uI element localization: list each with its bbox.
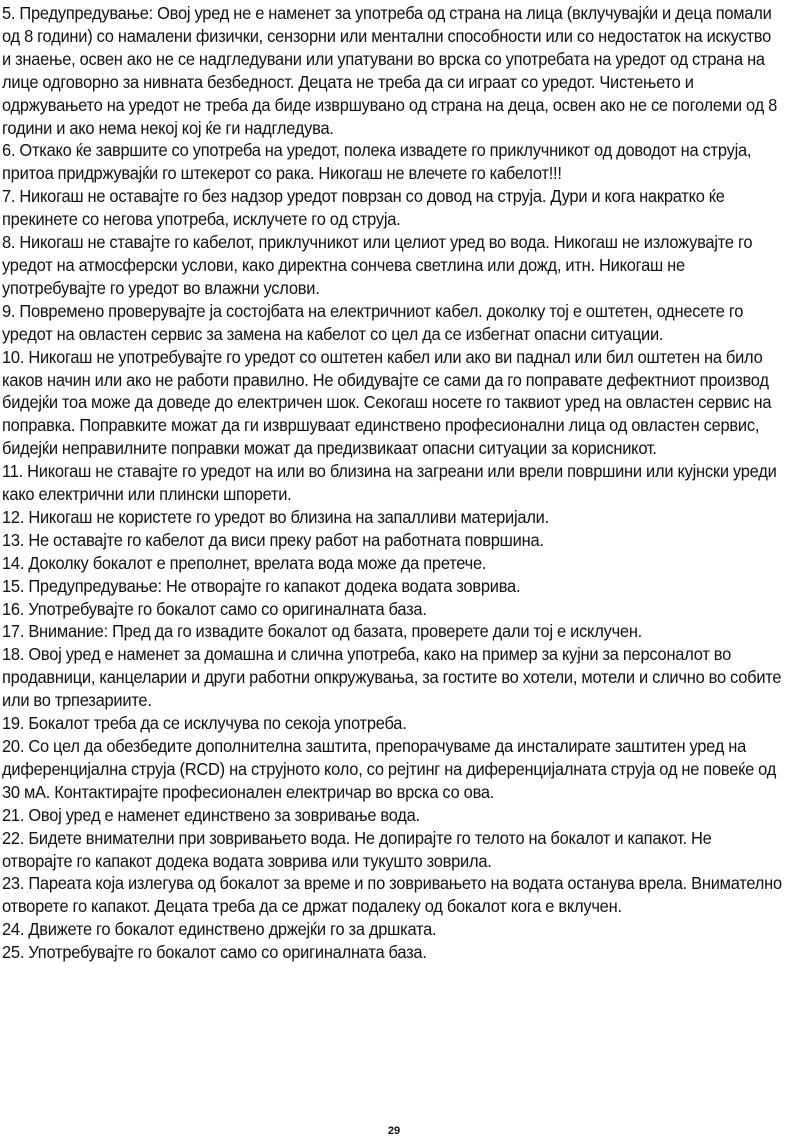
safety-instructions-list xyxy=(2,2,782,964)
instruction-item-23: 23. Пареата која излегува од бокалот за време и по зовривањето на водата останува врела. Внимателно отворете го капакот. Децата треба да се држат подалеку од бокалот кога е вклучен. xyxy=(2,873,782,917)
instruction-item-21: 21. Овој уред е наменет единствено за зовривање вода. xyxy=(2,804,420,825)
instruction-item-8: 8. Никогаш не ставајте го кабелот, приклучникот или целиот уред во вода. Никогаш не изложувајте го уредот на атмосферски услови, како директна сончева светлина или дожд, итн. Никогаш не употребувајте го уредот во влажни услови. xyxy=(2,232,753,298)
instruction-item-14: 14. Доколку бокалот е преполнет, врелата вода може да претече. xyxy=(2,552,487,573)
page-number: 29 xyxy=(387,1125,401,1137)
instruction-item-5: 5. Предупредување: Овој уред не е наменет за употреба од страна на лица (вклучувајќи и деца помали од 8 години) со намалени физички, сензорни или ментални способности или со недостаток на искуство и знаење, освен ако не се надгледувани или упатувани во врска со употребата на уредот од страна на лице одговорно за нивната безбедност. Децата не треба да си играат со уредот. Чистењето и одржувањето на уредот не треба да биде извршувано од страна на деца, освен ако не се поголеми од 8 години и ако нема некој кој ќе ги надгледува. xyxy=(2,3,778,138)
instruction-item-16: 16. Употребувајте го бокалот само со оригиналната база. xyxy=(2,598,427,619)
instruction-item-24: 24. Движете го бокалот единствено држејќи го за дршката. xyxy=(2,919,437,940)
instruction-item-11: 11. Никогаш не ставајте го уредот на или во близина на загреани или врели површини или кујнски уреди како електрични или плински шпорети. xyxy=(2,461,777,505)
instruction-item-17: 17. Внимание: Пред да го извадите бокалот од базата, проверете дали тој е исклучен. xyxy=(2,621,643,642)
instruction-item-15: 15. Предупредување: Не отворајте го капакот додека водата зоврива. xyxy=(2,575,521,596)
instruction-item-20: 20. Со цел да обезбедите дополнителна заштита, препорачуваме да инсталирате заштитен уред на диференцијална струја (RCD) на струјното коло, со рејтинг на диференцијалната струја од не повеќе од 30 мА. Контактирајте професионален електричар во врска со ова. xyxy=(2,736,777,802)
instruction-item-12: 12. Никогаш не користете го уредот во близина на запалливи материјали. xyxy=(2,506,549,527)
instruction-item-19: 19. Бокалот треба да се исклучува по секоја употреба. xyxy=(2,713,407,734)
instruction-item-22: 22. Бидете внимателни при зовривањето вода. Не допирајте го телото на бокалот и капакот. Не отворајте го капакот додека водата зоврива или тукушто зоврила. xyxy=(2,827,712,871)
instruction-item-13: 13. Не оставајте го кабелот да виси преку работ на работната површина. xyxy=(2,529,544,550)
instruction-item-10: 10. Никогаш не употребувајте го уредот со оштетен кабел или ако ви паднал или бил оштетен на било каков начин или ако не работи правилно. Не обидувајте се сами да го поправате дефектниот производ бидејќи тоа може да доведе до електричен шок. Секогаш носете го таквиот уред на овластен сервис на поправка. Поправките можат да ги извршуваат единствено професионални лица од овластен сервис, бидејќи неправилните поправки можат да предизвикаат опасни ситуации за корисникот. xyxy=(2,346,772,459)
instruction-item-18: 18. Овој уред е наменет за домашна и слична употреба, како на пример за кујни за персоналот во продавници, канцеларии и други работни опкружувања, за гостите во хотели, мотели и слично во собите или во трпезариите. xyxy=(2,644,782,711)
instruction-item-7: 7. Никогаш не оставајте го без надзор уредот поврзан со довод на струја. Дури и кога накратко ќе прекинете со негова употреба, исклучете го од струја. xyxy=(2,186,725,230)
instruction-item-9: 9. Повремено проверувајте ја состојбата на електричниот кабел. доколку тој е оштетен, однесете го уредот на овластен сервис за замена на кабелот со цел да се избегнат опасни ситуации. xyxy=(2,300,744,344)
instruction-item-6: 6. Откако ќе завршите со употреба на уредот, полека извадете го приклучникот од доводот на струја, притоа придржувајќи го штекерот со рака. Никогаш не влечете го кабелот!!! xyxy=(2,140,752,184)
instruction-item-25: 25. Употребувајте го бокалот само со оригиналната база. xyxy=(2,942,427,963)
